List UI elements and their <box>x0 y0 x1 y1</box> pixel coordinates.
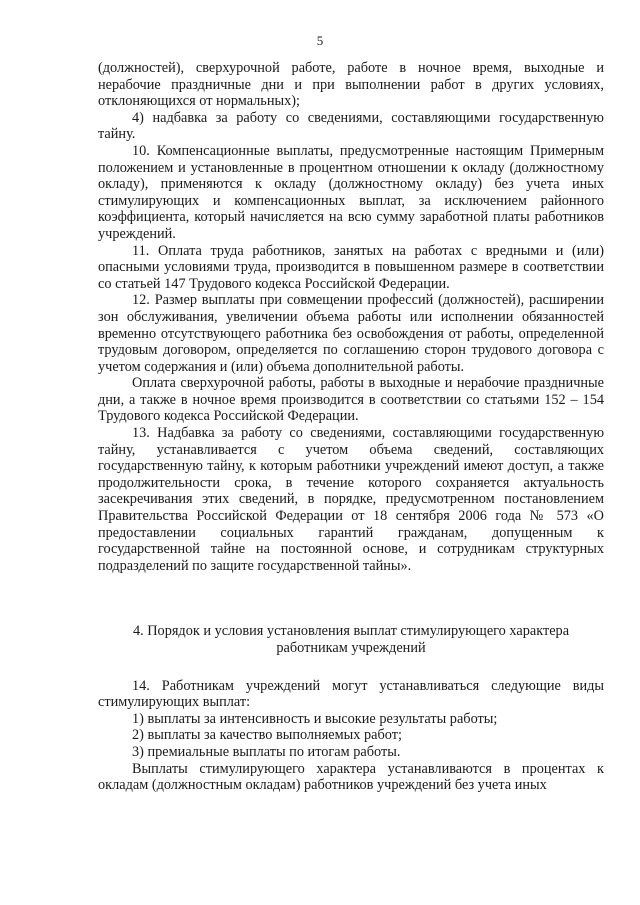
paragraph: (должностей), сверхурочной работе, работе в ночное время, выходные и нерабочие праздничные дни и при выполнении работ в других условиях, отклоняющихся от нормальных); <box>98 60 604 110</box>
section-heading-line-1: 4. Порядок и условия установления выплат стимулирующего характера <box>132 623 570 640</box>
paragraph: Оплата сверхурочной работы, работы в выходные и нерабочие праздничные дни, а также в ночное время производится в соответствии со статьями 152 – 154 Трудового кодекса Российской Федерации. <box>98 375 604 425</box>
paragraph: Выплаты стимулирующего характера устанавливаются в процентах к окладам (должностным окладам) работников учреждений без учета иных <box>98 760 604 794</box>
section-heading-line-2: работникам учреждений <box>276 640 426 656</box>
paragraph: 13. Надбавка за работу со сведениями, составляющими государственную тайну, устанавливается с учетом объема сведений, составляющих государственную тайну, к которым работники учреждений имеют доступ, а также продолжительности срока, в течение которого сохраняется актуальность засекречивания этих сведений, в порядке, предусмотренном постановлением Правительства Российской Федерации от 18 сентября 2006 года № 573 «О предоставлении социальных гарантий гражданам, допущенным к государственной тайне на постоянной основе, и сотрудникам структурных подразделений по защите государственной тайны». <box>98 425 604 574</box>
paragraph: 11. Оплата труда работников, занятых на работах с вредными и (или) опасными условиями труда, производится в повышенном размере в соответствии со статьей 147 Трудового кодекса Российской Федерации. <box>98 242 604 292</box>
paragraph: 2) выплаты за качество выполняемых работ; <box>132 727 402 744</box>
paragraph: 1) выплаты за интенсивность и высокие результаты работы; <box>132 710 498 727</box>
page-number: 5 <box>316 33 324 48</box>
section-heading <box>98 623 604 656</box>
paragraph: 14. Работникам учреждений могут устанавливаться следующие виды стимулирующих выплат: <box>98 677 604 711</box>
paragraph: 10. Компенсационные выплаты, предусмотренные настоящим Примерным положением и установленные в процентном отношении к окладу (должностному окладу), применяются к окладу (должностному окладу) без учета иных стимулирующих и компенсационных выплат, за исключением районного коэффициента, который начисляется на всю сумму заработной платы работников учреждений. <box>98 142 604 242</box>
paragraph: 3) премиальные выплаты по итогам работы. <box>132 743 401 760</box>
paragraphs-after-section <box>98 678 604 794</box>
paragraph: 4) надбавка за работу со сведениями, составляющими государственную тайну. <box>98 109 604 143</box>
paragraphs-before-section <box>98 60 604 574</box>
paragraph: 12. Размер выплаты при совмещении профессий (должностей), расширении зон обслуживания, увеличении объема работы или исполнении обязанностей временно отсутствующего работника без освобождения от работы, определенной трудовым договором, определяется по соглашению сторон трудового договора с учетом содержания и (или) объема дополнительной работы. <box>98 292 604 375</box>
document-body <box>98 60 604 794</box>
